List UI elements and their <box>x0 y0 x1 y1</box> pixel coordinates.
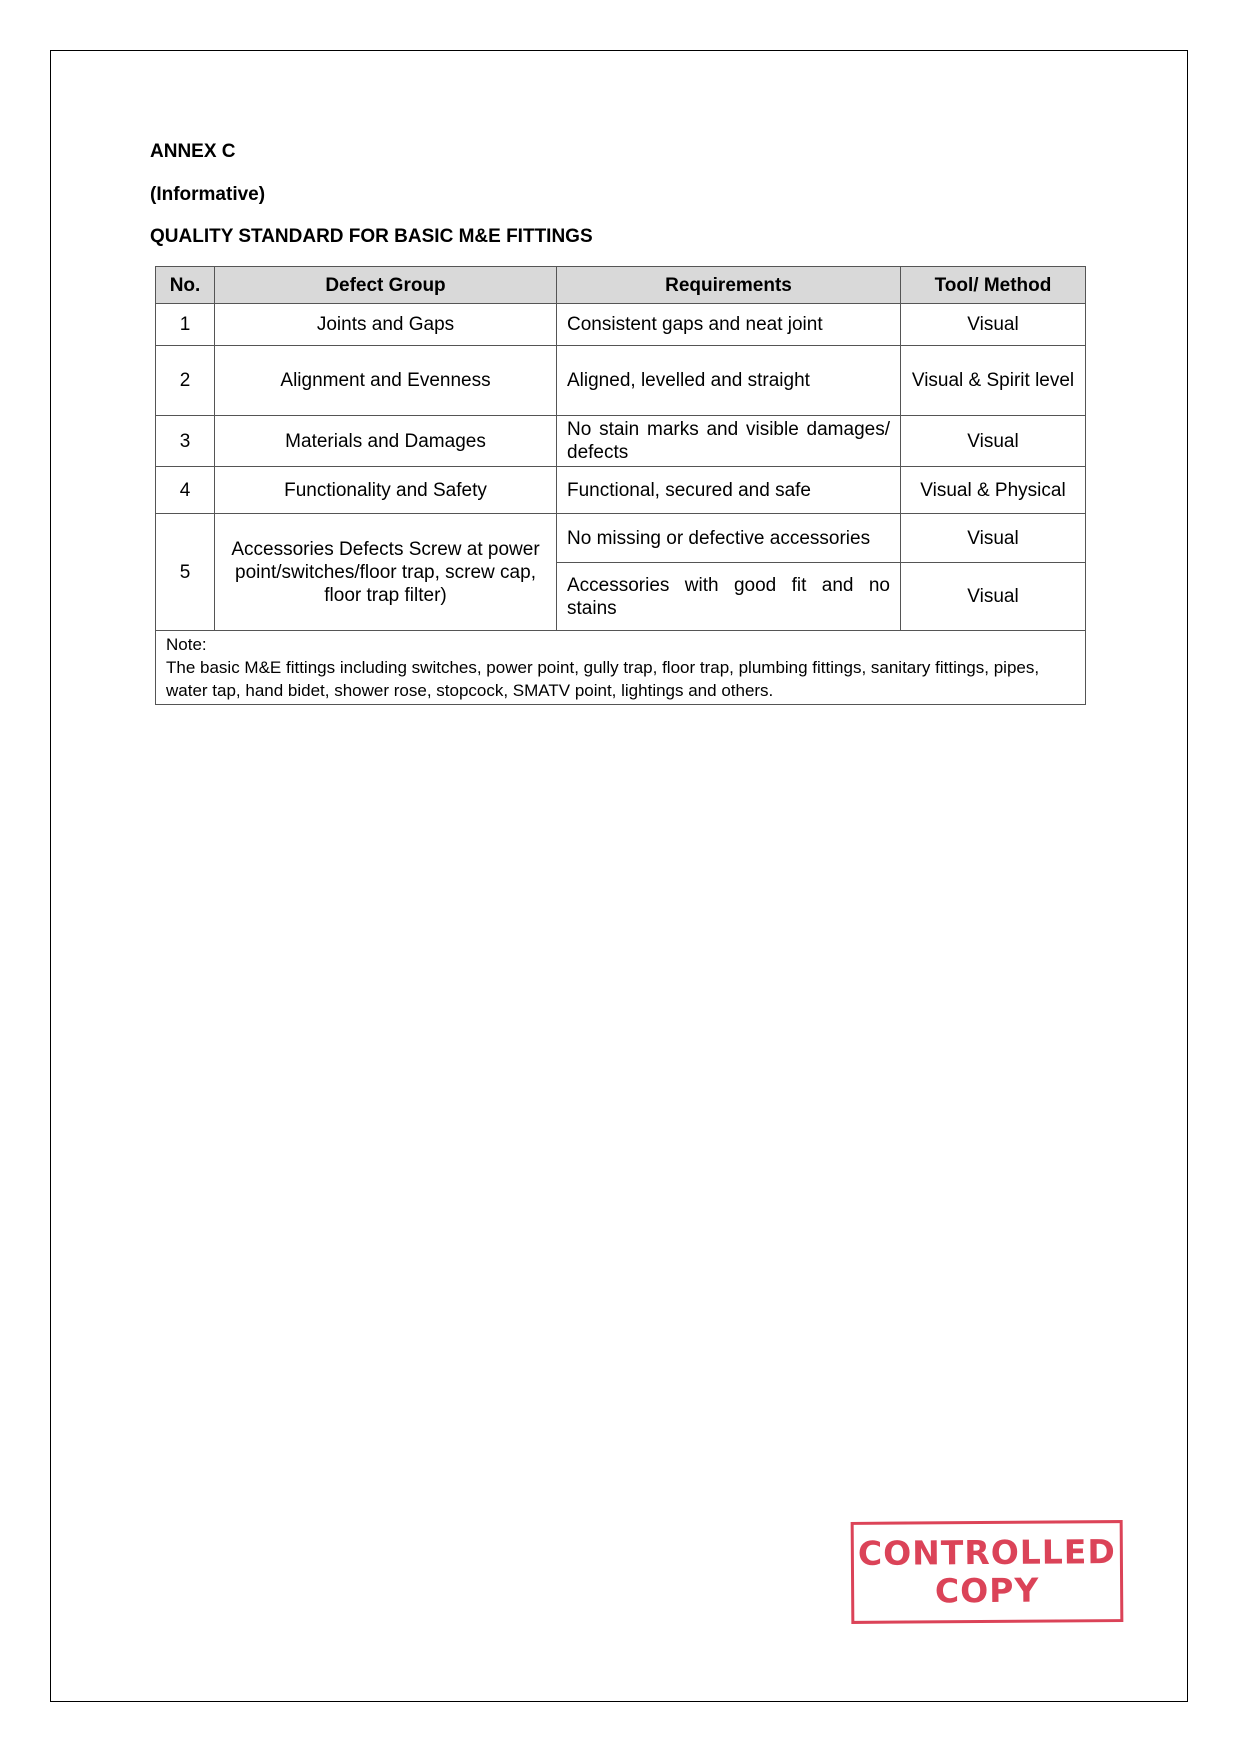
table-row <box>156 304 1086 346</box>
table-row <box>156 514 1086 563</box>
cell-tool-method: Visual <box>901 514 1086 563</box>
cell-no: 2 <box>156 346 215 416</box>
header-no: No. <box>156 267 215 304</box>
cell-defect-group: Alignment and Evenness <box>215 346 557 416</box>
cell-no: 1 <box>156 304 215 346</box>
annex-classification: (Informative) <box>150 184 266 205</box>
cell-no: 4 <box>156 467 215 514</box>
stamp-line-1: CONTROLLED <box>857 1532 1116 1573</box>
cell-no: 3 <box>156 416 215 467</box>
cell-defect-group: Materials and Damages <box>215 416 557 467</box>
note-text: The basic M&E fittings including switches, power point, gully trap, floor trap, plumbing fittings, sanitary fittings, pipes, water tap, hand bidet, shower rose, stopcock, SMATV point, lightings and others. <box>166 658 1040 700</box>
table-header-row <box>156 267 1086 304</box>
table-note-row <box>156 631 1086 705</box>
cell-defect-group: Accessories Defects Screw at power point/switches/floor trap, screw cap, floor trap filter) <box>215 514 557 631</box>
cell-tool-method: Visual <box>901 563 1086 631</box>
cell-requirement: No stain marks and visible damages/ defects <box>557 416 901 467</box>
note-cell <box>156 631 1086 705</box>
cell-no: 5 <box>156 514 215 631</box>
stamp-line-2: COPY <box>934 1570 1040 1611</box>
table-row <box>156 467 1086 514</box>
header-requirements: Requirements <box>557 267 901 304</box>
cell-tool-method: Visual <box>901 304 1086 346</box>
cell-defect-group: Joints and Gaps <box>215 304 557 346</box>
quality-standard-table <box>155 266 1086 705</box>
cell-requirement: No missing or defective accessories <box>557 514 901 563</box>
header-defect-group: Defect Group <box>215 267 557 304</box>
header-tool-method: Tool/ Method <box>901 267 1086 304</box>
cell-requirement: Accessories with good fit and no stains <box>557 563 901 631</box>
note-label: Note: <box>166 635 207 654</box>
cell-tool-method: Visual & Physical <box>901 467 1086 514</box>
table-row <box>156 346 1086 416</box>
cell-requirement: Consistent gaps and neat joint <box>557 304 901 346</box>
cell-requirement: Functional, secured and safe <box>557 467 901 514</box>
controlled-copy-stamp <box>851 1520 1124 1624</box>
cell-requirement: Aligned, levelled and straight <box>557 346 901 416</box>
annex-heading: ANNEX C <box>150 141 236 162</box>
cell-tool-method: Visual & Spirit level <box>901 346 1086 416</box>
table-row <box>156 416 1086 467</box>
document-title: QUALITY STANDARD FOR BASIC M&E FITTINGS <box>150 226 593 247</box>
cell-defect-group: Functionality and Safety <box>215 467 557 514</box>
cell-tool-method: Visual <box>901 416 1086 467</box>
